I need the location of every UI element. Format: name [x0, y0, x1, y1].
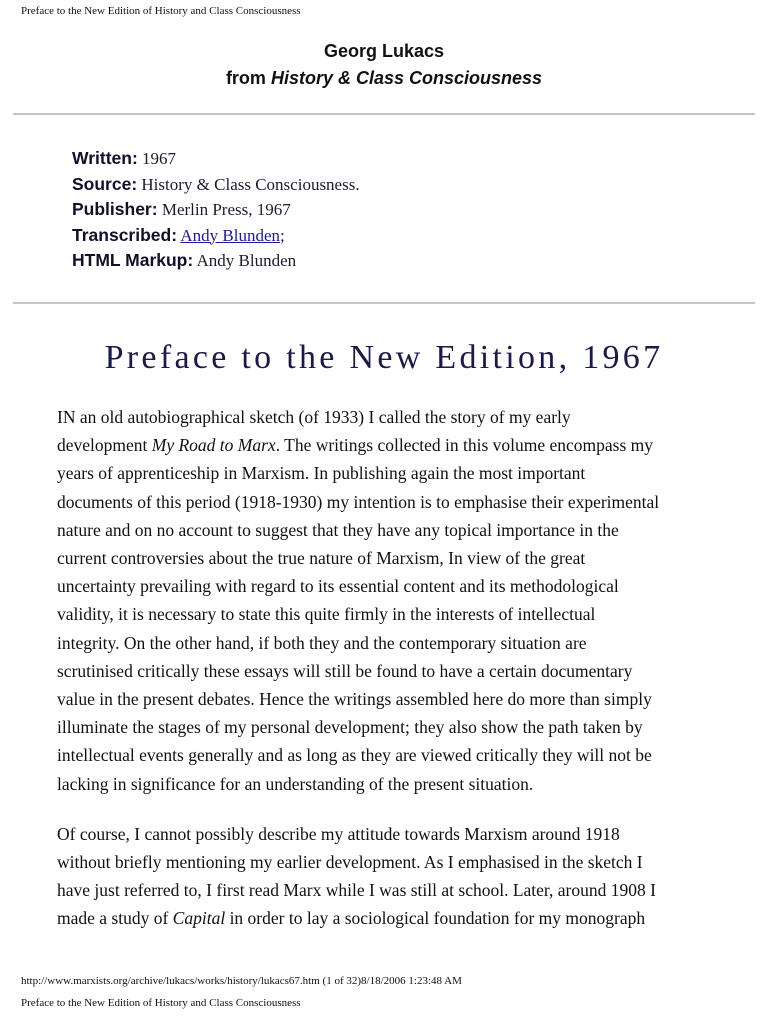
meta-publisher-value: Merlin Press, 1967	[161, 200, 291, 219]
text-line: scrutinised critically these essays will still be found to have a certain documentary	[57, 660, 633, 681]
emphasis-capital: Capital	[172, 908, 226, 929]
print-header: Preface to the New Edition of History and Class Consciousness	[21, 5, 301, 17]
text-segment: development	[57, 435, 152, 456]
text-line	[57, 431, 727, 459]
meta-transcribed-label: Transcribed:	[72, 224, 178, 245]
emphasis-my-road-to-marx: My Road to Marx	[151, 435, 276, 456]
text-line: Of course, I cannot possibly describe my attitude towards Marxism around 1918	[57, 823, 620, 844]
footer-title: Preface to the New Edition of History and Class Consciousness	[21, 997, 301, 1009]
text-line: illuminate the stages of my personal development; they also show the path taken by	[57, 717, 643, 738]
text-line: documents of this period (1918-1930) my intention is to emphasise their experimental	[57, 491, 660, 512]
meta-transcribed	[72, 223, 360, 249]
text-line: have just referred to, I first read Marx while I was still at school. Later, around 1908 I	[57, 880, 656, 901]
meta-written	[72, 146, 360, 172]
text-line: years of apprenticeship in Marxism. In publishing again the most important	[57, 463, 586, 484]
middle-divider	[13, 302, 755, 304]
meta-written-value: 1967	[142, 149, 177, 168]
transcriber-link[interactable]: Andy Blunden	[180, 225, 280, 245]
text-line	[57, 904, 727, 932]
from-prefix: from	[225, 68, 266, 88]
meta-html-markup-value: Andy Blunden	[196, 251, 297, 270]
text-line: IN an old autobiographical sketch (of 1933) I called the story of my early	[57, 407, 571, 427]
meta-html-markup	[72, 248, 360, 274]
text-line: without briefly mentioning my earlier development. As I emphasised in the sketch I	[57, 852, 643, 873]
metadata-block	[72, 146, 360, 274]
body-text	[57, 403, 727, 955]
meta-source	[72, 172, 360, 198]
text-line: value in the present debates. Hence the writings assembled here do more than simply	[57, 689, 652, 710]
text-line: intellectual events generally and as long as they are viewed critically they will not be	[57, 745, 652, 766]
paragraph-2	[57, 820, 727, 933]
text-line: current controversies about the true nature of Marxism, In view of the great	[57, 548, 586, 569]
text-line: validity, it is necessary to state this quite firmly in the interests of intellectual	[57, 604, 596, 625]
source-line	[0, 64, 768, 92]
footer-url: http://www.marxists.org/archive/lukacs/works/history/lukacs67.htm (1 of 32)8/18/2006 1:23:48 AM	[21, 975, 462, 987]
text-line: uncertainty prevailing with regard to its essential content and its methodological	[57, 576, 619, 597]
chapter-title: Preface to the New Edition, 1967	[104, 339, 664, 376]
meta-transcribed-suffix: ;	[280, 225, 285, 245]
text-segment: made a study of	[57, 908, 173, 929]
author-name: Georg Lukacs	[323, 41, 445, 61]
document-header	[0, 38, 768, 92]
meta-publisher	[72, 197, 360, 223]
meta-source-label: Source:	[72, 173, 138, 194]
text-segment: . The writings collected in this volume encompass my	[275, 435, 654, 456]
text-line: nature and on no account to suggest that they have any topical importance in the	[57, 519, 619, 540]
text-segment: in order to lay a sociological foundation for my monograph	[225, 908, 646, 929]
meta-publisher-label: Publisher:	[72, 199, 158, 219]
meta-html-markup-label: HTML Markup:	[72, 250, 194, 270]
meta-source-value: History & Class Consciousness.	[141, 174, 360, 194]
text-line: lacking in significance for an understanding of the present situation.	[57, 773, 534, 794]
book-title: History & Class Consciousness	[270, 68, 543, 88]
text-line: integrity. On the other hand, if both they and the contemporary situation are	[57, 632, 587, 653]
meta-written-label: Written:	[72, 148, 138, 168]
paragraph-1	[57, 403, 727, 798]
top-divider	[13, 113, 755, 115]
